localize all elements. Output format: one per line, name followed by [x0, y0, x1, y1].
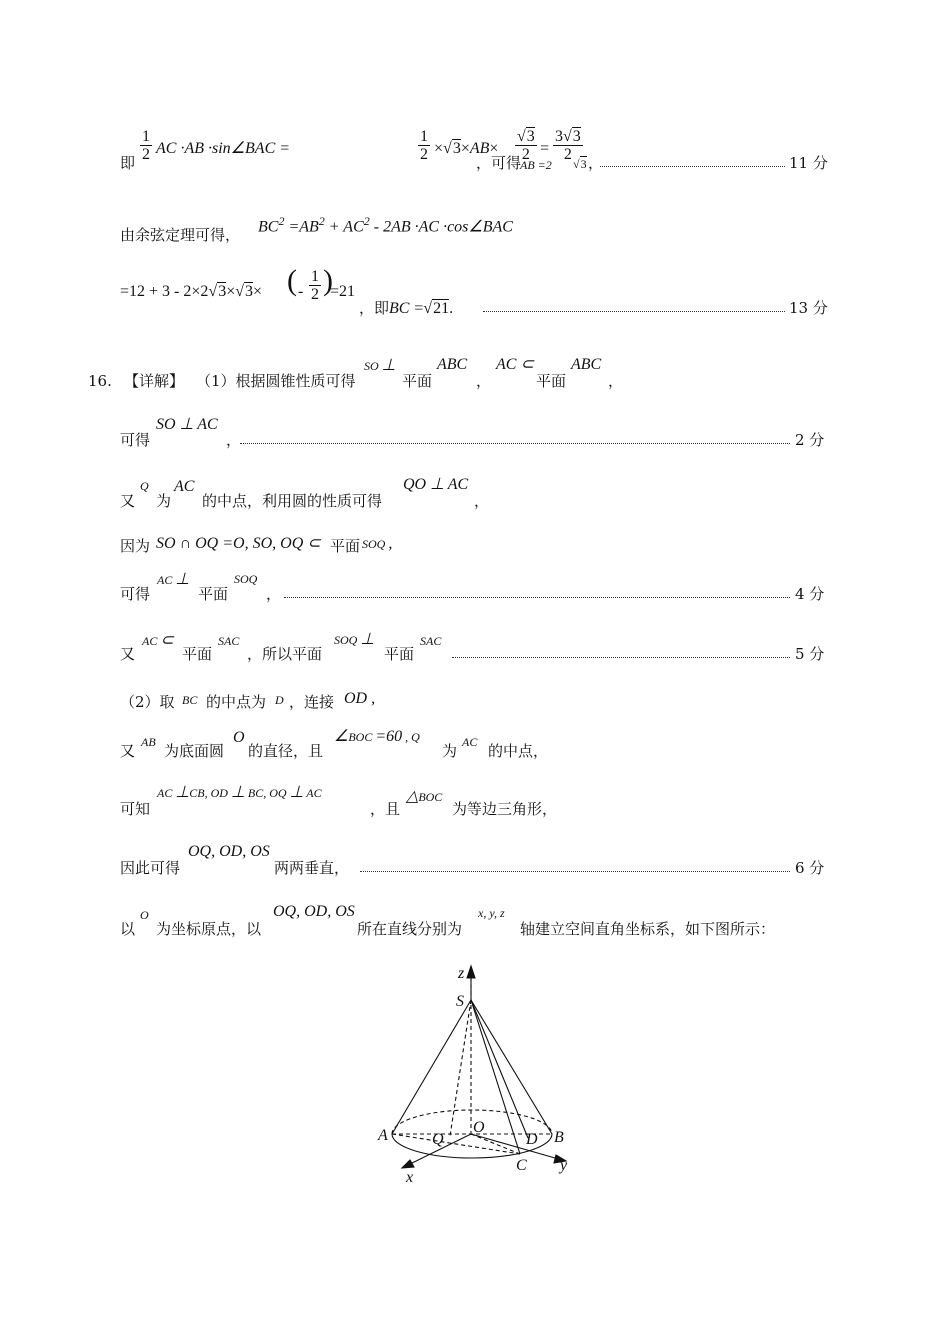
math-soq: SOQ , [362, 535, 393, 552]
eq-tail: ，即BC =√21. [359, 299, 454, 317]
leader-dots [452, 657, 790, 658]
math-qo-perp-ac: QO ⊥ AC [403, 476, 469, 493]
cone-figure [370, 960, 580, 1190]
math-intersect: SO ∩ OQ =O, SO, OQ ⊂ [156, 535, 321, 552]
score-13: 13 分 [789, 299, 828, 317]
l11-mid2: 所在直线分别为 [357, 920, 463, 938]
label-b: B [554, 1129, 564, 1146]
tail3: ，即 [359, 299, 390, 317]
math-o: O [233, 729, 245, 746]
l11-tail: 轴建立空间直角坐标系，如下图所示： [520, 920, 776, 938]
math-angle: ∠BOC =60 , Q [334, 728, 420, 745]
l4-plane: 平面 [330, 537, 361, 555]
leader-dots [240, 443, 790, 444]
l8-mid1: 为底面圆 [164, 742, 225, 760]
math-od: OD , [344, 690, 376, 707]
math-so-perp: SO ⊥ [364, 357, 396, 374]
l11-mid1: 为坐标原点，以 [156, 920, 262, 938]
l4-pre: 因为 [120, 537, 151, 555]
l10-mid: 两两垂直， [274, 859, 350, 877]
l9-pre: 可知 [120, 800, 151, 818]
q16-line1 [88, 372, 356, 390]
formula-part: AC ·AB ·sin∠BAC = [156, 140, 291, 157]
l3-mid2: 的中点，利用圆的性质可得 [202, 492, 383, 510]
z-arrow [467, 966, 475, 978]
detail-tag: 【详解】 [124, 372, 185, 390]
math-triangle: △BOC [406, 788, 443, 805]
eq-sign: = [540, 140, 550, 157]
formula-frac3: $\frac{√3}{2}$ [517, 128, 535, 163]
l10-pre: 因此可得 [120, 859, 181, 877]
label-q: Q [432, 1131, 444, 1148]
edge-sd [471, 1000, 528, 1138]
leader-dots [360, 871, 790, 872]
math-ac: AC [174, 478, 195, 495]
label-a: A [378, 1127, 388, 1144]
part1-text: （1）根据圆锥性质可得 [196, 372, 356, 390]
l6-mid: ，所以平面 [247, 645, 323, 663]
tail-text: ，可得 [476, 154, 522, 172]
cosine-rule-line [120, 226, 240, 244]
math-oq-od-os: OQ, OD, OS [273, 903, 355, 920]
eq-line-13: =12 + 3 - 2×2√3×√3× [120, 283, 263, 300]
l8-pre: 又 [120, 742, 136, 760]
math-ac-sub: AC ⊂ [142, 632, 174, 649]
leader-dots [483, 311, 785, 312]
formula-frac2: $\frac{1}{2}$ [420, 128, 428, 163]
math-oq-od-os: OQ, OD, OS [188, 843, 270, 860]
math-sac: SAC [218, 634, 240, 648]
radius-oc [471, 1134, 520, 1154]
label-d: D [526, 1131, 538, 1148]
l9-mid: ，且 [370, 800, 401, 818]
l11-pre: 以 [120, 920, 136, 938]
part2-mid: 的中点为 [206, 693, 267, 711]
leader-dots [284, 597, 790, 598]
plane-word: 平面 [198, 585, 229, 603]
score-11: 11 分 [789, 154, 828, 172]
score-6: 6 分 [795, 859, 825, 877]
cosine-rule-text: 由余弦定理可得， [120, 226, 241, 244]
l8-mid3: 为 [442, 742, 458, 760]
l3-pre: 又 [120, 492, 136, 510]
comma: ， [474, 492, 490, 510]
label-c: C [516, 1157, 527, 1174]
formula-area: $\frac{1}{2}$ [142, 128, 150, 163]
chord-ac [392, 1134, 520, 1154]
part2-pre: （2）取 [120, 693, 175, 711]
ab-value: AB =2 [520, 158, 552, 172]
math-ac-perp: AC ⊥ [157, 571, 190, 588]
label-z: z [458, 965, 465, 982]
l6-pre: 又 [120, 645, 136, 663]
l3-mid1: 为 [156, 492, 172, 510]
score-4: 4 分 [795, 585, 825, 603]
plane-word: 平面 [536, 372, 567, 390]
math-d: D [275, 693, 284, 707]
math-ac-sub: AC ⊂ [496, 356, 534, 373]
formula-frac4: $\frac{3√3}{2}$ [555, 128, 581, 163]
math-ac: AC [462, 735, 478, 749]
x-arrow [402, 1160, 414, 1168]
math-so-perp-ac: SO ⊥ AC [156, 416, 218, 433]
l2-pre: 可得 [120, 431, 151, 449]
math-xyz: x, y, z [478, 906, 505, 920]
leader-dots [600, 166, 785, 167]
comma: ， [226, 431, 242, 449]
l5-pre: 可得 [120, 585, 151, 603]
edge-sa [392, 1000, 471, 1134]
comma: ， [476, 372, 492, 390]
question-number: 16. [88, 372, 112, 390]
plane-word: 平面 [182, 645, 213, 663]
math-ab: AB [141, 735, 156, 749]
formula-part2: ×√3×AB× [434, 140, 499, 157]
edge-sb [471, 1000, 552, 1134]
math-abc: ABC [571, 356, 602, 373]
plane-word: 平面 [384, 645, 415, 663]
l9-tail: 为等边三角形， [452, 800, 558, 818]
label-y: y [560, 1157, 568, 1174]
math-abc: ABC [437, 356, 468, 373]
math-soq-perp: SOQ ⊥ [334, 631, 375, 648]
math-sac: SAC [420, 634, 442, 648]
plane-word: 平面 [402, 372, 433, 390]
label-o: O [473, 1119, 485, 1136]
math-bc: BC [182, 693, 198, 707]
label-s: S [456, 993, 464, 1010]
comma: ， [588, 154, 604, 172]
prefix-text: 即 [120, 154, 136, 172]
comma: ， [608, 372, 624, 390]
l8-mid2: 的直径，且 [248, 742, 324, 760]
label-x: x [406, 1169, 414, 1186]
math-q: Q [140, 479, 149, 493]
l8-mid4: 的中点， [488, 742, 549, 760]
cosine-formula: $BC^2 =AB^2 + AC^2 - 2AB \cdot AC$ ·cos∠BAC [258, 214, 513, 236]
math-perps: AC ⊥CB, OD ⊥ BC, OQ ⊥ AC [157, 784, 322, 801]
score-2: 2 分 [795, 431, 825, 449]
math-o: O [140, 908, 149, 922]
part2-mid2: ，连接 [289, 693, 335, 711]
score-5: 5 分 [795, 645, 825, 663]
math-soq: SOQ [234, 572, 258, 586]
comma: ， [266, 585, 282, 603]
eq-result: =21 [330, 283, 356, 300]
edge-sq [450, 1000, 471, 1136]
